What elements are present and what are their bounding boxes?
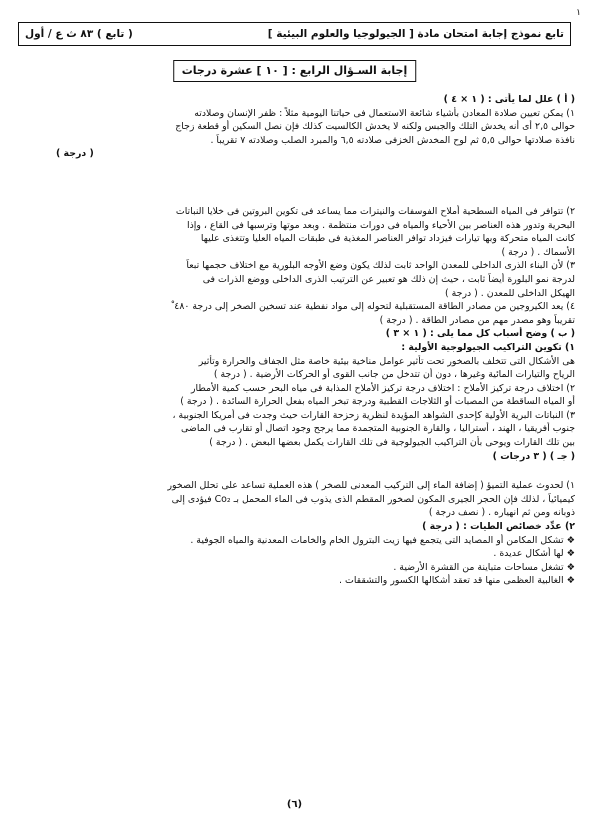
- section-a-heading: ( أ ) علل لما يأتى : ( ١ × ٤ ): [443, 94, 575, 105]
- section-b-heading: ( ب ) وضح أسباب كل مما يلى : ( ١ × ٣ ): [385, 328, 575, 340]
- answer-line: جنوب أفريقيا ، الهند ، أستراليا ، والقارة الجنوبية المتجمدة مما يرجح وجود اتصال أو تقارب فى الماضى: [181, 423, 575, 435]
- header-code: ( تابع ) ٨٣ ث ع / أول: [25, 28, 133, 40]
- answer-subheading: ١) تكوين التراكيب الجيولوجية الأولية :: [401, 341, 575, 353]
- answer-line: ١) يمكن تعيين صلادة المعادن بأشياء شائعة الاستعمال فى حياتنا اليومية مثلاً : ظفر الإنسان وصلادته: [194, 107, 575, 119]
- answer-line: ٣) النباتات البرية الأولية كإحدى الشواهد المؤيدة لنظرية زحزحة القارات حيث وجدت فى أمريكا الجنوبية ،: [172, 409, 575, 421]
- answer-line: بين تلك القارات ويوحى بأن التراكيب الجيولوجية فى تلك القارات يكمل بعضها البعض . ( درجة ): [209, 437, 575, 449]
- bullet-item: ❖ تشكل المكامن أو المصايد التى يتجمع فيها زيت البترول الخام والخامات المعدنية والمياه الجوفية .: [190, 534, 575, 546]
- answer-line: لدرجة نمو البلورة أيضاً ثابت ، حيث إن ذلك هو تعبير عن الترتيب الذرى الداخلى ووضع الذرات فى: [202, 273, 575, 285]
- answer-line: الرياح والتيارات المائية وغيرها ، دون أن تتدخل من جانب القوى أو الحركات الأرضية . ( درجة ): [213, 369, 575, 381]
- answer-line: الهيكل الداخلى للمعدن . ( درجة ): [445, 287, 575, 299]
- answer-line: حوالى ٢,٥ أى أنه يخدش التلك والجبس ولكنه لا يخدش الكالسيت كذلك فإن نصل السكين أو قطعة زجاج: [175, 121, 575, 133]
- answer-line: تقريباً وهو مصدر مهم من مصادر الطاقة . ( درجة ): [379, 314, 575, 326]
- answer-line: ٤) يعد الكيروجين من مصادر الطاقة المستقبلية لتحوله إلى مواد نفطية عند تسخين الصخر إلى درجة ٤٨٠ ْ: [171, 301, 575, 313]
- question-title: إجابة السـؤال الرابع : [ ١٠ ] عشرة درجات: [173, 60, 417, 82]
- answer-line: كيميائياً ، لذلك فإن الحجر الجيرى المكون لصخور المقطم الذى يذوب فى الماء المحمل بـ Co₂ فيؤدى إلى: [171, 493, 575, 505]
- bullet-item: ❖ لها أشكال عديدة .: [493, 548, 575, 560]
- answer-line: ٣) لأن البناء الذرى الداخلى للمعدن الواحد ثابت لذلك يكون وضع الأوجه البلورية مع اختلاف حجمها تبعاً: [186, 260, 575, 272]
- section-c-heading: ( جـ ) ( ٣ درجات ): [492, 450, 575, 462]
- answer-line: ذوبانه ومن ثم انهياره . ( نصف درجة ): [428, 507, 575, 519]
- page-number: (٦): [286, 799, 303, 810]
- answer-line: نافذة صلادتها حوالى ٥,٥ ثم لوح المخدش الخزفى صلادته ٦,٥ والمبرد الصلب وصلادته ٧ تقريباً .: [210, 134, 575, 146]
- spacer: [16, 463, 575, 479]
- answer-line: ٢) اختلاف درجة تركيز الأملاح : اختلاف درجة تركيز الأملاح المذابة فى مياه البحر حسب كمية الأمطار: [190, 382, 575, 394]
- answer-subheading: ٢) عدِّد خصائص الطيات : ( درجة ): [422, 521, 575, 533]
- answer-line: ١) لحدوث عملية التميؤ ( إضافة الماء إلى التركيب المعدنى للصخر ) هذه العملية تساعد على تحلل الصخور: [167, 480, 575, 492]
- answer-line: البحرية وتدور هذه العناصر بين الأحياء والمياه فى دورات منتظمة . وبعد موتها وترسبها فى القاع ، وإذا: [187, 219, 575, 231]
- answer-line: أو المياه الساقطة من المصبات أو الثلاجات القطبية ودرجة تبخر المياه بفعل الحرارة السائدة . ( درجة ): [180, 396, 575, 408]
- answer-line: كانت المياه متحركة وبها تيارات فيزداد توافر العناصر المغذية فى طبقات المياه العليا وتتغذى عليها: [200, 233, 575, 245]
- corner-mark: ١: [576, 8, 581, 18]
- bullet-item: ❖ الغالبية العظمى منها قد تعقد أشكالها الكسور والتشققات .: [339, 575, 575, 587]
- grade-label: ( درجة ): [56, 148, 94, 160]
- bullet-item: ❖ تشغل مساحات متباينة من القشرة الأرضية .: [393, 561, 575, 573]
- header-title: تابع نموذج إجابة امتحان مادة [ الجيولوجيا والعلوم البيئية ]: [267, 28, 564, 40]
- answer-line: ٢) تتوافر فى المياه السطحية أملاح الفوسفات والنيترات مما يساعد فى تكوين البروتين فى خلايا النباتات: [175, 205, 575, 217]
- answer-line: الأسماك . ( درجة ): [501, 246, 575, 258]
- answer-line: هى الأشكال التى تتخلف بالصخور تحت تأثير عوامل مناخية بيئية خاصة مثل الجفاف والحرارة وتأثير: [198, 355, 575, 367]
- page-header: [18, 22, 571, 46]
- spacer: [16, 161, 575, 205]
- answer-body: [16, 93, 575, 588]
